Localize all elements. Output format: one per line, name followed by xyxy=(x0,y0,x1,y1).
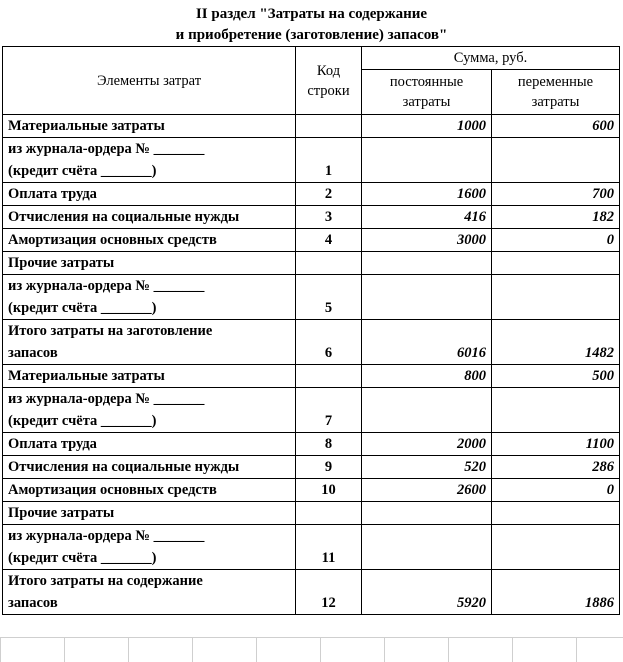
row-variable: 1482 xyxy=(492,320,620,365)
row-fixed xyxy=(362,525,492,570)
row-label-line2: (кредит счёта _______) xyxy=(8,550,157,566)
row-code xyxy=(296,365,362,388)
row-label: Прочие затраты xyxy=(3,252,296,275)
header-variable-line2: затраты xyxy=(531,94,580,110)
table-row xyxy=(3,479,620,502)
row-label xyxy=(3,525,296,570)
table-row xyxy=(3,183,620,206)
row-code: 8 xyxy=(296,433,362,456)
section-title-line1: II раздел "Затраты на содержание xyxy=(195,6,428,22)
header-variable-line1: переменные xyxy=(517,74,594,90)
header-code-line1: Код xyxy=(316,62,341,79)
table-row xyxy=(3,206,620,229)
row-label xyxy=(3,138,296,183)
header-code-line2: строки xyxy=(307,82,350,99)
header-fixed xyxy=(362,70,492,115)
row-label: Оплата труда xyxy=(3,433,296,456)
row-fixed xyxy=(362,502,492,525)
row-label-line2: запасов xyxy=(8,595,58,611)
header-code xyxy=(296,47,362,115)
row-fixed xyxy=(362,388,492,433)
row-code: 1 xyxy=(296,138,362,183)
row-fixed: 520 xyxy=(362,456,492,479)
table-row xyxy=(3,138,620,183)
row-label xyxy=(3,570,296,615)
row-fixed: 2600 xyxy=(362,479,492,502)
table-row xyxy=(3,229,620,252)
section-title xyxy=(0,4,623,46)
row-label-line2: (кредит счёта _______) xyxy=(8,413,157,429)
row-variable xyxy=(492,388,620,433)
row-fixed: 6016 xyxy=(362,320,492,365)
row-fixed: 416 xyxy=(362,206,492,229)
row-label: Отчисления на социальные нужды xyxy=(3,456,296,479)
table-row xyxy=(3,433,620,456)
row-label: Отчисления на социальные нужды xyxy=(3,206,296,229)
row-code: 7 xyxy=(296,388,362,433)
header-fixed-line1: постоянные xyxy=(389,74,464,90)
row-variable: 1100 xyxy=(492,433,620,456)
table-row xyxy=(3,502,620,525)
row-label: Амортизация основных средств xyxy=(3,229,296,252)
row-variable: 1886 xyxy=(492,570,620,615)
row-variable: 600 xyxy=(492,115,620,138)
row-fixed xyxy=(362,275,492,320)
row-code: 11 xyxy=(296,525,362,570)
row-variable xyxy=(492,275,620,320)
row-fixed: 3000 xyxy=(362,229,492,252)
row-label: Материальные затраты xyxy=(3,365,296,388)
row-variable: 0 xyxy=(492,229,620,252)
row-variable xyxy=(492,502,620,525)
row-label: Материальные затраты xyxy=(3,115,296,138)
row-variable xyxy=(492,525,620,570)
row-label-line1: из журнала-ордера № _______ xyxy=(8,141,205,157)
header-elements: Элементы затрат xyxy=(3,47,296,115)
row-code: 4 xyxy=(296,229,362,252)
table-row xyxy=(3,320,620,365)
row-label xyxy=(3,275,296,320)
row-label-line2: (кредит счёта _______) xyxy=(8,300,157,316)
row-label-line2: запасов xyxy=(8,345,58,361)
row-fixed: 1600 xyxy=(362,183,492,206)
header-sum: Сумма, руб. xyxy=(362,47,620,70)
section-title-line2: и приобретение (заготовление) запасов" xyxy=(175,27,448,43)
table-row xyxy=(3,570,620,615)
row-code: 12 xyxy=(296,570,362,615)
row-code xyxy=(296,252,362,275)
row-label-line1: из журнала-ордера № _______ xyxy=(8,278,205,294)
row-variable xyxy=(492,138,620,183)
row-code: 9 xyxy=(296,456,362,479)
row-code xyxy=(296,115,362,138)
header-variable xyxy=(492,70,620,115)
row-label: Оплата труда xyxy=(3,183,296,206)
row-fixed: 2000 xyxy=(362,433,492,456)
row-label-line2: (кредит счёта _______) xyxy=(8,163,157,179)
row-variable xyxy=(492,252,620,275)
spreadsheet-gridlines xyxy=(0,637,623,662)
row-label: Прочие затраты xyxy=(3,502,296,525)
row-code xyxy=(296,502,362,525)
row-fixed: 1000 xyxy=(362,115,492,138)
table-row xyxy=(3,365,620,388)
row-code: 5 xyxy=(296,275,362,320)
row-fixed: 800 xyxy=(362,365,492,388)
row-code: 6 xyxy=(296,320,362,365)
row-label xyxy=(3,320,296,365)
row-label-line1: Итого затраты на заготовление xyxy=(8,323,213,339)
table-row xyxy=(3,275,620,320)
row-fixed xyxy=(362,252,492,275)
table-row xyxy=(3,252,620,275)
row-variable: 500 xyxy=(492,365,620,388)
row-code: 10 xyxy=(296,479,362,502)
row-label: Амортизация основных средств xyxy=(3,479,296,502)
row-label-line1: из журнала-ордера № _______ xyxy=(8,528,205,544)
costs-table xyxy=(2,46,620,615)
row-label-line1: Итого затраты на содержание xyxy=(8,573,203,589)
header-fixed-line2: затраты xyxy=(402,94,451,110)
row-variable: 286 xyxy=(492,456,620,479)
row-code: 2 xyxy=(296,183,362,206)
row-fixed xyxy=(362,138,492,183)
row-variable: 700 xyxy=(492,183,620,206)
table-row xyxy=(3,388,620,433)
row-label-line1: из журнала-ордера № _______ xyxy=(8,391,205,407)
row-code: 3 xyxy=(296,206,362,229)
row-fixed: 5920 xyxy=(362,570,492,615)
table-row xyxy=(3,456,620,479)
table-row xyxy=(3,525,620,570)
row-label xyxy=(3,388,296,433)
table-row xyxy=(3,115,620,138)
row-variable: 182 xyxy=(492,206,620,229)
row-variable: 0 xyxy=(492,479,620,502)
